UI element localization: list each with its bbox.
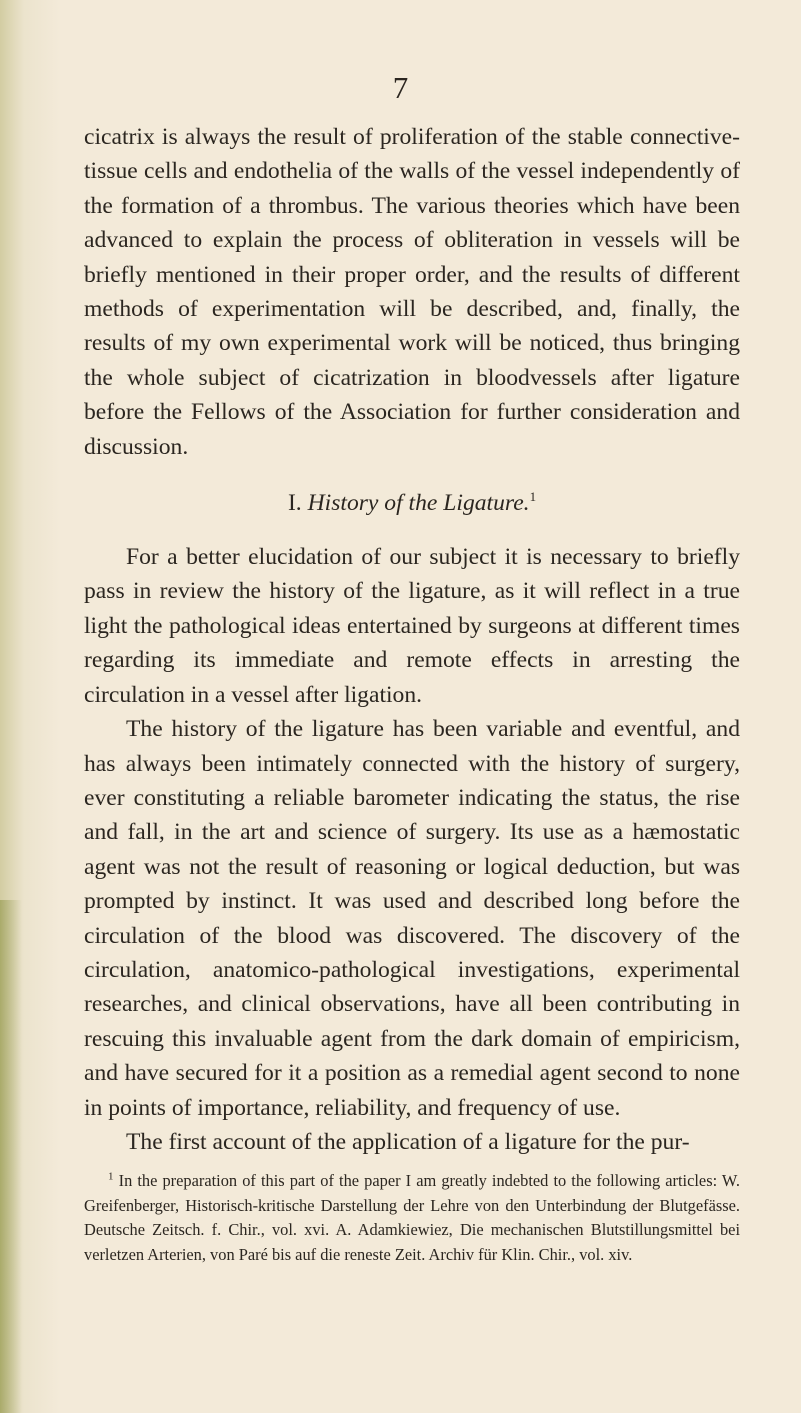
continuation-paragraph: cicatrix is always the result of proliferation of the stable connective-tissue cells and endothelia of the walls of the vessel independently of the formation of a thrombus. The various theories which have been advanced to explain the process of obliteration in vessels will be briefly mentioned in their proper order, and the results of different methods of experimentation will be described, and, finally, the results of my own experimental work will be noticed, thus bringing the whole subject of cicatrization in bloodvessels after ligature before the Fellows of the Association for further consideration and discussion. (84, 124, 740, 460)
section-title: History of the Ligature. (307, 490, 530, 517)
section-heading (84, 486, 740, 520)
paragraph: The history of the ligature has been variable and eventful, and has always been intimately connected with the history of surgery, ever constituting a reliable barometer indicating the status, the rise and fall, in the art and science of surgery. Its use as a hæmostatic agent was not the result of reasoning or logical deduction, but was prompted by instinct. It was used and described long before the circulation of the blood was discovered. The discovery of the circulation, anatomico-pathological investigations, experimental researches, and clinical observations, have all been contributing in rescuing this invaluable agent from the dark domain of empiricism, and have secured for it a position as a remedial agent second to none in points of importance, reliability, and frequency of use. (84, 716, 740, 1121)
section-numeral: I. (287, 490, 302, 517)
page-number: 7 (392, 70, 409, 105)
page-edge-stain (0, 900, 22, 1413)
section-footnote-ref: 1 (529, 489, 537, 505)
footnote (84, 1169, 740, 1267)
page-body (84, 120, 740, 1284)
paragraph: The first account of the application of a ligature for the pur- (126, 1128, 690, 1155)
footnote-text: In the preparation of this part of the paper I am greatly indebted to the following articles: W. Greifenberger, Historisch-kritische Darstellung der Lehre von den Unterbindung der Blutgefässe. Deutsche Zeitsch. f. Chir., vol. xvi. A. Adamkiewiez, Die mechanischen Blutstillungsmittel bei verletzen Arterien, von Paré bis auf die reneste Zeit. Archiv für Klin. Chir., vol. xiv. (84, 1171, 740, 1264)
paragraph: For a better elucidation of our subject it is necessary to briefly pass in review the history of the ligature, as it will reflect in a true light the pathological ideas entertained by surgeons at different times regarding its immediate and remote effects in arresting the circulation in a vessel after ligation. (84, 544, 740, 708)
footnote-mark: 1 (108, 1170, 114, 1183)
